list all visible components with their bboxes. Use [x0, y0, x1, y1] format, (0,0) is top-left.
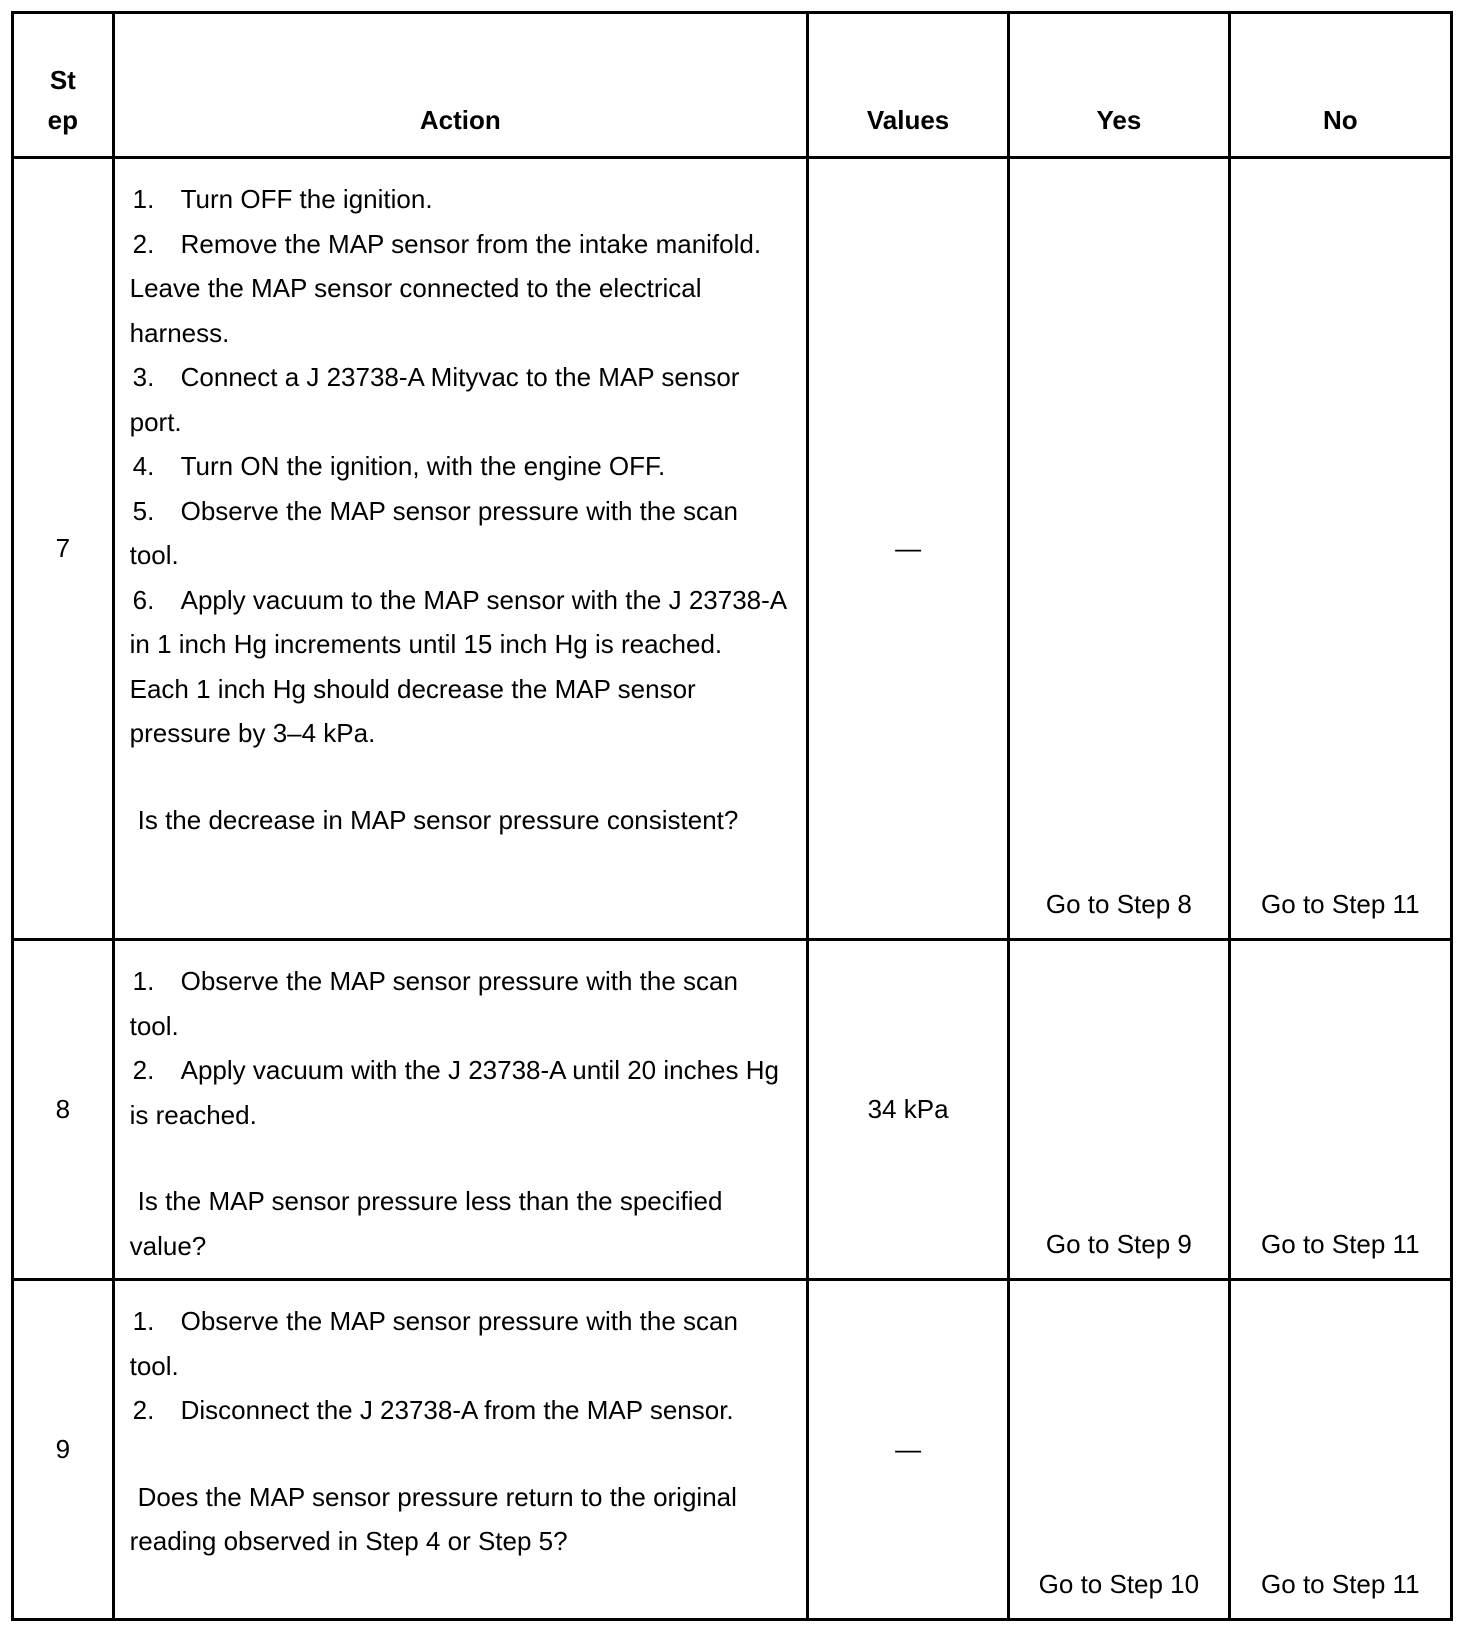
- action-item-number: 6.: [132, 584, 155, 615]
- action-item: [130, 1299, 786, 1388]
- action-item: [130, 489, 786, 578]
- action-question: Is the decrease in MAP sensor pressure consistent?: [137, 804, 739, 835]
- action-item: [130, 1048, 786, 1137]
- table-row: [13, 940, 1452, 1280]
- action-item-text: Connect a J 23738-A Mityvac to the MAP sensor port.: [129, 362, 740, 437]
- action-item: [130, 959, 786, 1048]
- yes-cell: Go to Step 10: [1009, 1280, 1229, 1620]
- action-item-number: 5.: [132, 495, 155, 526]
- step-number: 9: [13, 1280, 114, 1620]
- action-item: [130, 578, 786, 756]
- action-item: [130, 177, 786, 222]
- column-header-yes: Yes: [1009, 13, 1229, 158]
- action-item-number: 1.: [132, 1306, 155, 1336]
- no-cell: Go to Step 11: [1229, 1280, 1451, 1620]
- action-item-number: 2.: [132, 1395, 155, 1425]
- action-item-text: Observe the MAP sensor pressure with the scan tool.: [129, 966, 738, 1041]
- action-item-text: Apply vacuum to the MAP sensor with the J 23738-A in 1 inch Hg increments until 15 inch Hg is reached. Each 1 inch Hg should decrease the MAP sensor pressure by 3–4 kPa.: [129, 584, 786, 748]
- action-item-text: Observe the MAP sensor pressure with the scan tool.: [129, 495, 738, 570]
- column-header-step: [13, 13, 114, 158]
- action-cell: [113, 1280, 807, 1620]
- action-item-number: 2.: [132, 1055, 155, 1085]
- values-cell: —: [807, 1280, 1008, 1620]
- action-item: [130, 355, 786, 444]
- action-item-number: 1.: [132, 966, 155, 996]
- action-item-number: 4.: [132, 451, 155, 481]
- column-header-action: Action: [113, 13, 807, 158]
- step-number: 8: [13, 940, 114, 1280]
- action-cell: [113, 940, 807, 1280]
- action-item-text: Apply vacuum with the J 23738-A until 20 inches Hg is reached.: [129, 1055, 779, 1130]
- action-item-text: Observe the MAP sensor pressure with the scan tool.: [129, 1306, 738, 1381]
- action-question: Does the MAP sensor pressure return to the original reading observed in Step 4 or Step 5?: [129, 1481, 737, 1556]
- column-header-values: Values: [807, 13, 1008, 158]
- diagnostic-table: [11, 11, 1453, 1621]
- action-cell: [113, 158, 807, 940]
- column-header-no: No: [1229, 13, 1451, 158]
- step-number: 7: [13, 158, 114, 940]
- yes-cell: Go to Step 8: [1009, 158, 1229, 940]
- action-item-number: 1.: [132, 184, 155, 214]
- action-item-number: 2.: [132, 228, 155, 259]
- action-item: [130, 222, 786, 356]
- action-item-text: Remove the MAP sensor from the intake manifold. Leave the MAP sensor connected to the electrical harness.: [129, 228, 762, 348]
- values-cell: 34 kPa: [807, 940, 1008, 1280]
- table-row: [13, 1280, 1452, 1620]
- action-question: Is the MAP sensor pressure less than the specified value?: [129, 1186, 723, 1261]
- action-item: [130, 1388, 786, 1433]
- values-cell: —: [807, 158, 1008, 940]
- action-item-text: Turn ON the ignition, with the engine OFF.: [180, 451, 666, 481]
- column-header-step-line1: St: [49, 65, 76, 95]
- no-cell: Go to Step 11: [1229, 940, 1451, 1280]
- action-item: [130, 444, 786, 489]
- no-cell: Go to Step 11: [1229, 158, 1451, 940]
- yes-cell: Go to Step 9: [1009, 940, 1229, 1280]
- action-item-text: Disconnect the J 23738-A from the MAP sensor.: [180, 1395, 734, 1425]
- table-row: [13, 158, 1452, 940]
- column-header-step-line2: ep: [47, 105, 78, 135]
- action-item-number: 3.: [132, 362, 155, 392]
- header-row: [13, 13, 1452, 158]
- action-item-text: Turn OFF the ignition.: [180, 184, 433, 214]
